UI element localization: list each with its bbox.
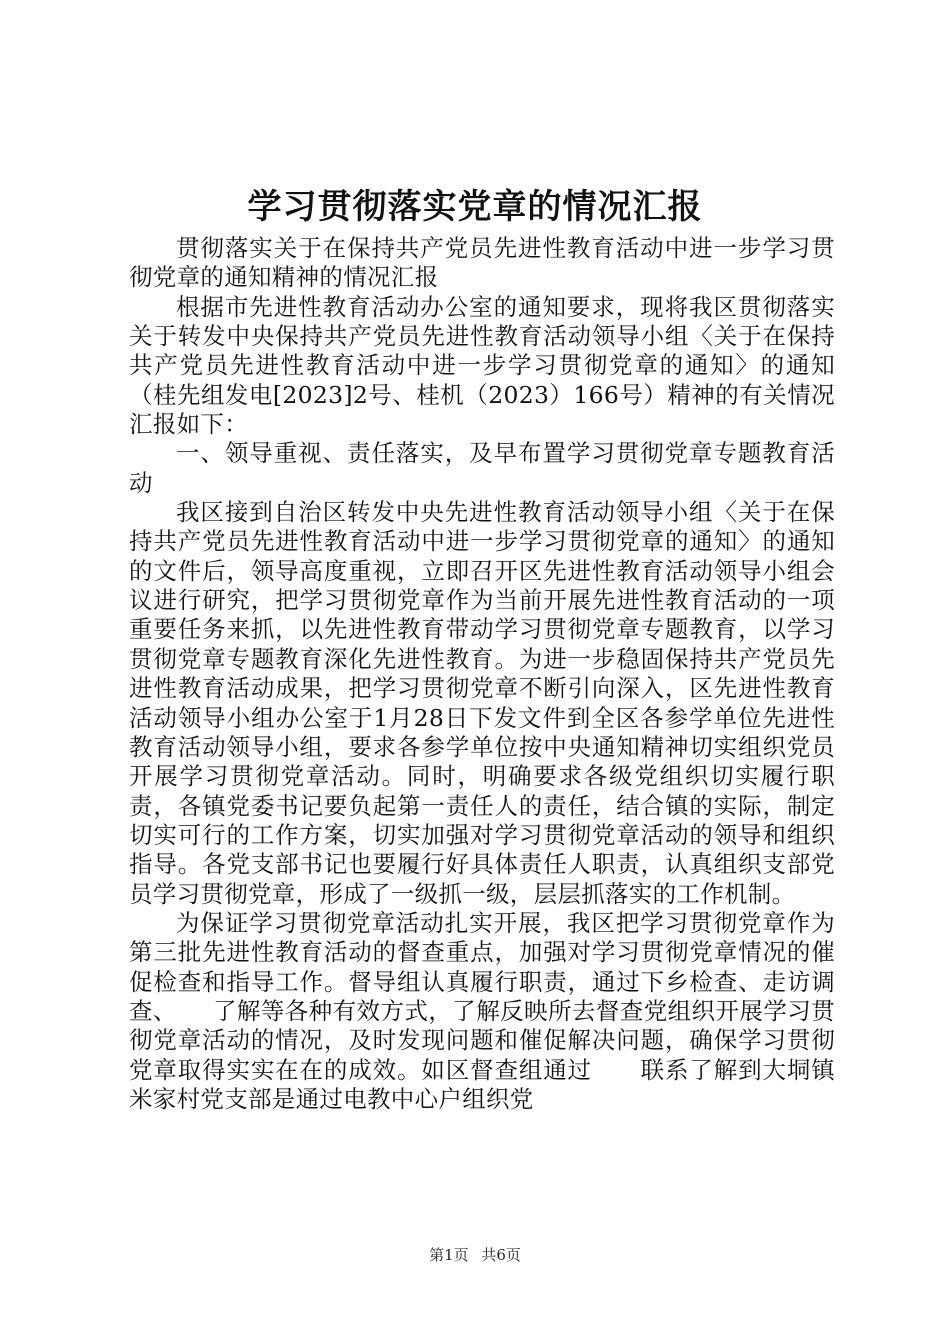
section-heading-1: 一、领导重视、责任落实，及早布置学习贯彻党章专题教育活动 — [129, 439, 835, 497]
page-number: 第1页 — [429, 1246, 469, 1264]
page-total: 共6页 — [481, 1246, 521, 1264]
paragraph-subtitle: 贯彻落实关于在保持共产党员先进性教育活动中进一步学习贯彻党章的通知精神的情况汇报 — [129, 234, 835, 292]
paragraph-body-2: 为保证学习贯彻党章活动扎实开展，我区把学习贯彻党章作为第三批先进性教育活动的督查重点，加强对学习贯彻党章情况的催促检查和指导工作。督导组认真履行职责，通过下乡检查、走访调查、 了解等各种有效方式，了解反映所去督查党组织开展学习贯彻党章活动的情况，及时发现问题和催促解决问题，确保学习贯彻党章取得实实在在的成效。如区督查组通过 联系了解到大垌镇米家村党支部是通过电教中心户组织党 — [129, 908, 835, 1113]
document-body — [129, 234, 835, 1114]
paragraph-intro: 根据市先进性教育活动办公室的通知要求，现将我区贯彻落实关于转发中央保持共产党员先进性教育活动领导小组〈关于在保持共产党员先进性教育活动中进一步学习贯彻党章的通知〉的通知（桂先组发电[2023]2号、桂机（2023）166号）精神的有关情况汇报如下： — [129, 292, 835, 439]
document-title: 学习贯彻落实党章的情况汇报 — [247, 187, 703, 227]
page-footer — [0, 1245, 950, 1265]
paragraph-body-1: 我区接到自治区转发中央先进性教育活动领导小组〈关于在保持共产党员先进性教育活动中进一步学习贯彻党章的通知〉的通知的文件后，领导高度重视，立即召开区先进性教育活动领导小组会议进行研究，把学习贯彻党章作为当前开展先进性教育活动的一项重要任务来抓，以先进性教育带动学习贯彻党章专题教育，以学习贯彻党章专题教育深化先进性教育。为进一步稳固保持共产党员先进性教育活动成果，把学习贯彻党章不断引向深入，区先进性教育活动领导小组办公室于1月28日下发文件到全区各参学单位先进性教育活动领导小组，要求各参学单位按中央通知精神切实组织党员开展学习贯彻党章活动。同时，明确要求各级党组织切实履行职责，各镇党委书记要负起第一责任人的责任，结合镇的实际，制定切实可行的工作方案，切实加强对学习贯彻党章活动的领导和组织指导。各党支部书记也要履行好具体责任人职责，认真组织支部党员学习贯彻党章，形成了一级抓一级，层层抓落实的工作机制。 — [129, 498, 835, 908]
